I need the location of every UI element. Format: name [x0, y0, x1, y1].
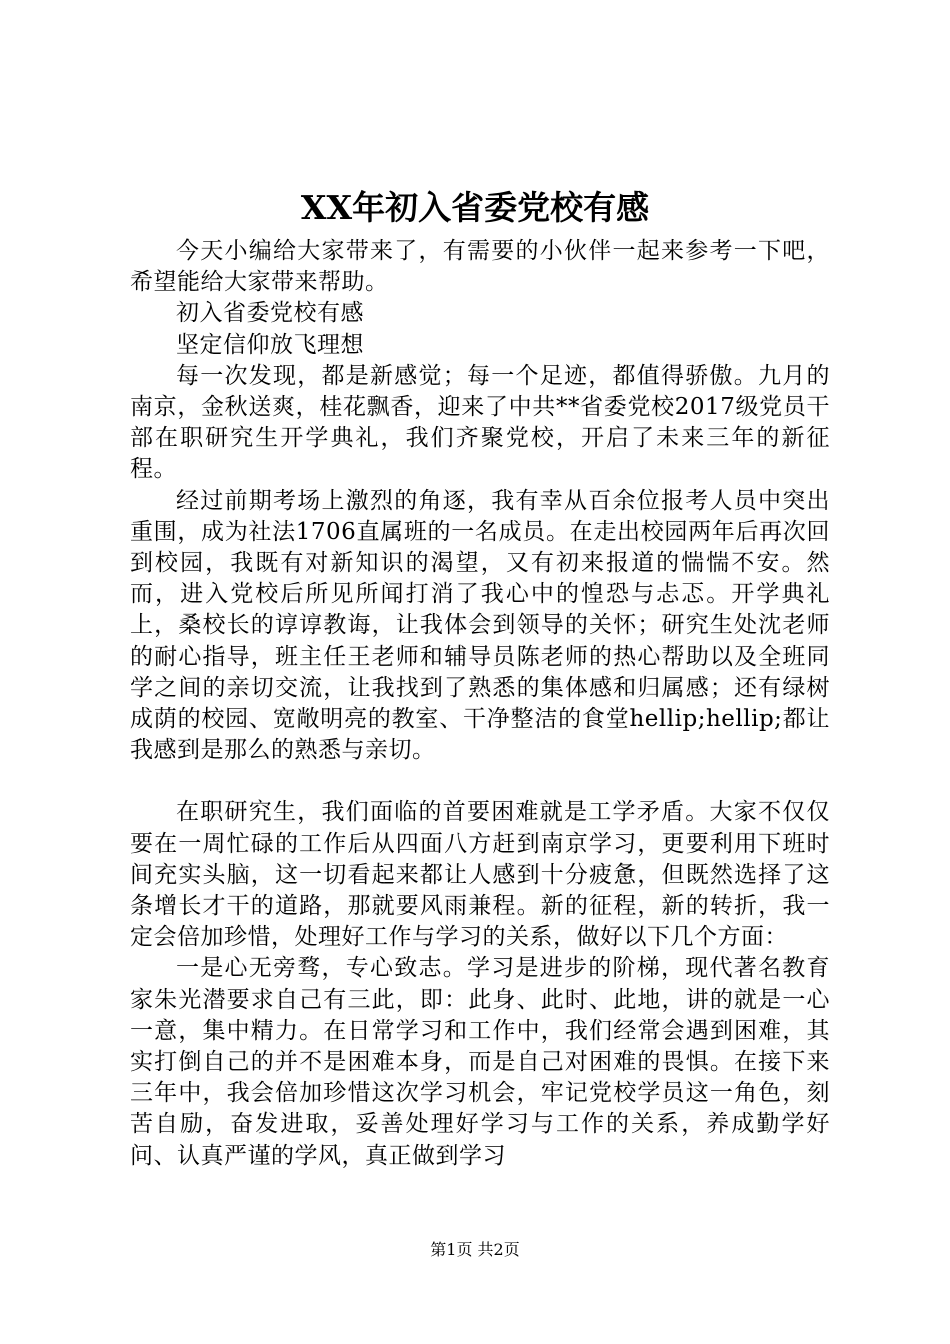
paragraph-experience: 经过前期考场上激烈的角逐，我有幸从百余位报考人员中突出重围，成为社法1706直属班的一名成员。在走出校园两年后再次回到校园，我既有对新知识的渴望，又有初来报道的惴惴不安。然而，进入党校后所见所闻打消了我心中的惶恐与忐忑。开学典礼上，桑校长的谆谆教诲，让我体会到领导的关怀；研究生处沈老师的耐心指导，班主任王老师和辅导员陈老师的热心帮助以及全班同学之间的亲切交流，让我找到了熟悉的集体感和归属感；还有绿树成荫的校园、宽敞明亮的教室、干净整洁的食堂hellip;hellip;都让我感到是那么的熟悉与亲切。	[130, 487, 830, 764]
document-title: XX年初入省委党校有感	[300, 188, 650, 227]
paragraph-intro: 今天小编给大家带来了，有需要的小伙伴一起来参考一下吧，希望能给大家带来帮助。	[130, 238, 830, 296]
paragraph-point-one: 一是心无旁骛，专心致志。学习是进步的阶梯，现代著名教育家朱光潜要求自己有三此，即：此身、此时、此地，讲的就是一心一意，集中精力。在日常学习和工作中，我们经常会遇到困难，其实打倒自己的并不是困难本身，而是自己对困难的畏惧。在接下来三年中，我会倍加珍惜这次学习机会，牢记党校学员这一角色，刻苦自励，奋发进取，妥善处理好学习与工作的关系，养成勤学好问、认真严谨的学风，真正做到学习	[130, 955, 830, 1169]
paragraph-heading: 初入省委党校有感	[176, 300, 364, 327]
paragraph-subheading: 坚定信仰放飞理想	[176, 331, 364, 358]
paragraph-challenge: 在职研究生，我们面临的首要困难就是工学矛盾。大家不仅仅要在一周忙碌的工作后从四面八方赶到南京学习，更要利用下班时间充实头脑，这一切看起来都让人感到十分疲惫，但既然选择了这条增长才干的道路，那就要风雨兼程。新的征程，新的转折，我一定会倍加珍惜，处理好工作与学习的关系，做好以下几个方面：	[130, 799, 830, 951]
page-footer: 第1页 共2页	[430, 1240, 520, 1259]
document-body	[130, 236, 830, 1172]
paragraph-opening: 每一次发现，都是新感觉；每一个足迹，都值得骄傲。九月的南京，金秋送爽，桂花飘香，迎来了中共**省委党校2017级党员干部在职研究生开学典礼，我们齐聚党校，开启了未来三年的新征程。	[130, 362, 830, 483]
